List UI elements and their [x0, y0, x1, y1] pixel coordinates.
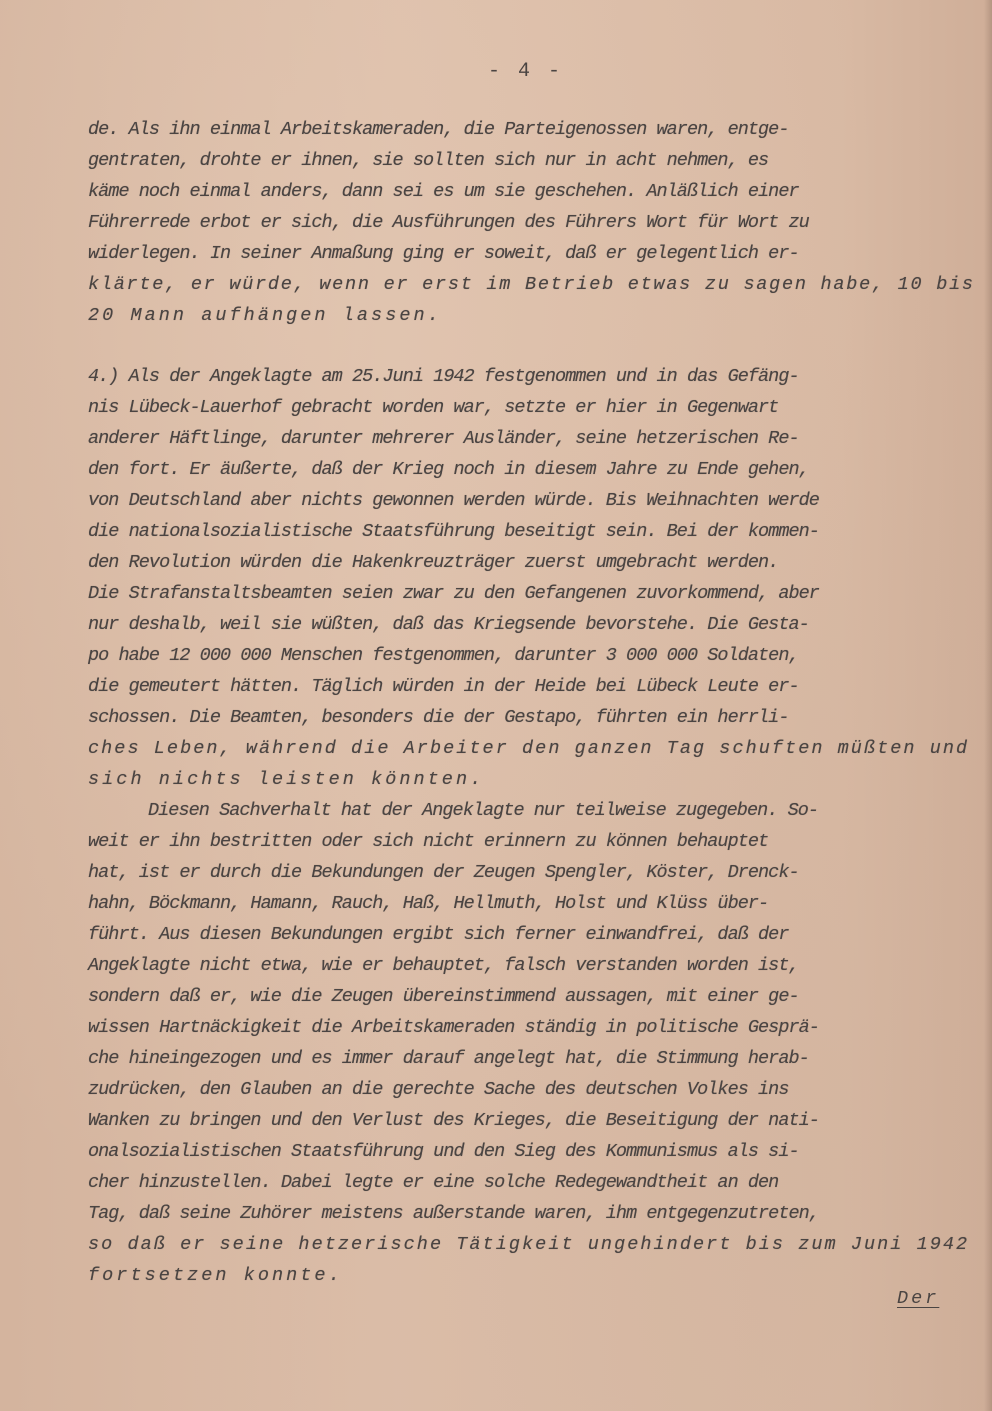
text-line: die nationalsozialistische Staatsführung beseitigt sein. Bei der kommen- [88, 521, 819, 542]
text-line: Die Strafanstaltsbeamten seien zwar zu den Gefangenen zuvorkommend, aber [88, 583, 819, 604]
text-line: cher hinzustellen. Dabei legte er eine solche Redegewandtheit an den [88, 1172, 779, 1193]
text-line: fortsetzen konnte. [88, 1265, 343, 1286]
text-line: widerlegen. In seiner Anmaßung ging er soweit, daß er gelegentlich er- [88, 243, 799, 264]
text-line: de. Als ihn einmal Arbeitskameraden, die Parteigenossen waren, entge- [88, 119, 789, 140]
text-line: den fort. Er äußerte, daß der Krieg noch in diesem Jahre zu Ende gehen, [88, 459, 809, 480]
text-line: hahn, Böckmann, Hamann, Rauch, Haß, Hellmuth, Holst und Klüss über- [88, 893, 769, 914]
text-line: 20 Mann aufhängen lassen. [88, 305, 442, 326]
text-line: von Deutschland aber nichts gewonnen werden würde. Bis Weihnachten werde [88, 490, 819, 511]
text-line: zudrücken, den Glauben an die gerechte Sache des deutschen Volkes ins [88, 1079, 789, 1100]
text-line: 4.) Als der Angeklagte am 25.Juni 1942 festgenommen und in das Gefäng- [88, 366, 799, 387]
paragraph-continuation [88, 114, 975, 331]
paragraph-item-4 [88, 361, 969, 795]
text-line: Diesen Sachverhalt hat der Angeklagte nur teilweise zugegeben. So- [148, 800, 819, 821]
text-line: nur deshalb, weil sie wüßten, daß das Kriegsende bevorstehe. Die Gesta- [88, 614, 809, 635]
text-line: weit er ihn bestritten oder sich nicht erinnern zu können behauptet [88, 831, 769, 852]
page-number: - 4 - [488, 60, 564, 83]
text-line: che hineingezogen und es immer darauf angelegt hat, die Stimmung herab- [88, 1048, 809, 1069]
text-line: nis Lübeck-Lauerhof gebracht worden war, setzte er hier in Gegenwart [88, 397, 779, 418]
text-line: gentraten, drohte er ihnen, sie sollten sich nur in acht nehmen, es [88, 150, 769, 171]
text-line: schossen. Die Beamten, besonders die der Gestapo, führten ein herrli- [88, 707, 789, 728]
text-line: Tag, daß seine Zuhörer meistens außerstande waren, ihm entgegenzutreten, [88, 1203, 819, 1224]
text-line: Angeklagte nicht etwa, wie er behauptet, falsch verstanden worden ist, [88, 955, 799, 976]
text-line: so daß er seine hetzerische Tätigkeit ungehindert bis zum Juni 1942 [88, 1234, 970, 1255]
text-line: käme noch einmal anders, dann sei es um sie geschehen. Anläßlich einer [88, 181, 799, 202]
text-line: wissen Hartnäckigkeit die Arbeitskameraden ständig in politische Gesprä- [88, 1017, 819, 1038]
text-line: sondern daß er, wie die Zeugen übereinstimmend aussagen, mit einer ge- [88, 986, 799, 1007]
text-line: anderer Häftlinge, darunter mehrerer Ausländer, seine hetzerischen Re- [88, 428, 799, 449]
paragraph-findings [88, 795, 969, 1291]
text-line: hat, ist er durch die Bekundungen der Zeugen Spengler, Köster, Drenck- [88, 862, 799, 883]
text-line: Führerrede erbot er sich, die Ausführungen des Führers Wort für Wort zu [88, 212, 809, 233]
text-line: klärte, er würde, wenn er erst im Betrieb etwas zu sagen habe, 10 bis [88, 274, 975, 295]
text-line: onalsozialistischen Staatsführung und den Sieg des Kommunismus als si- [88, 1141, 799, 1162]
text-line: po habe 12 000 000 Menschen festgenommen, darunter 3 000 000 Soldaten, [88, 645, 799, 666]
text-line: den Revolution würden die Hakenkreuzträger zuerst umgebracht werden. [88, 552, 779, 573]
text-line: führt. Aus diesen Bekundungen ergibt sich ferner einwandfrei, daß der [88, 924, 789, 945]
text-line: ches Leben, während die Arbeiter den ganzen Tag schuften müßten und [88, 738, 970, 759]
page-edge-shadow [984, 0, 992, 1411]
catchword: Der [897, 1288, 940, 1309]
text-line: Wanken zu bringen und den Verlust des Krieges, die Beseitigung der nati- [88, 1110, 819, 1131]
text-line: sich nichts leisten könnten. [88, 769, 485, 790]
text-line: die gemeutert hätten. Täglich würden in der Heide bei Lübeck Leute er- [88, 676, 799, 697]
